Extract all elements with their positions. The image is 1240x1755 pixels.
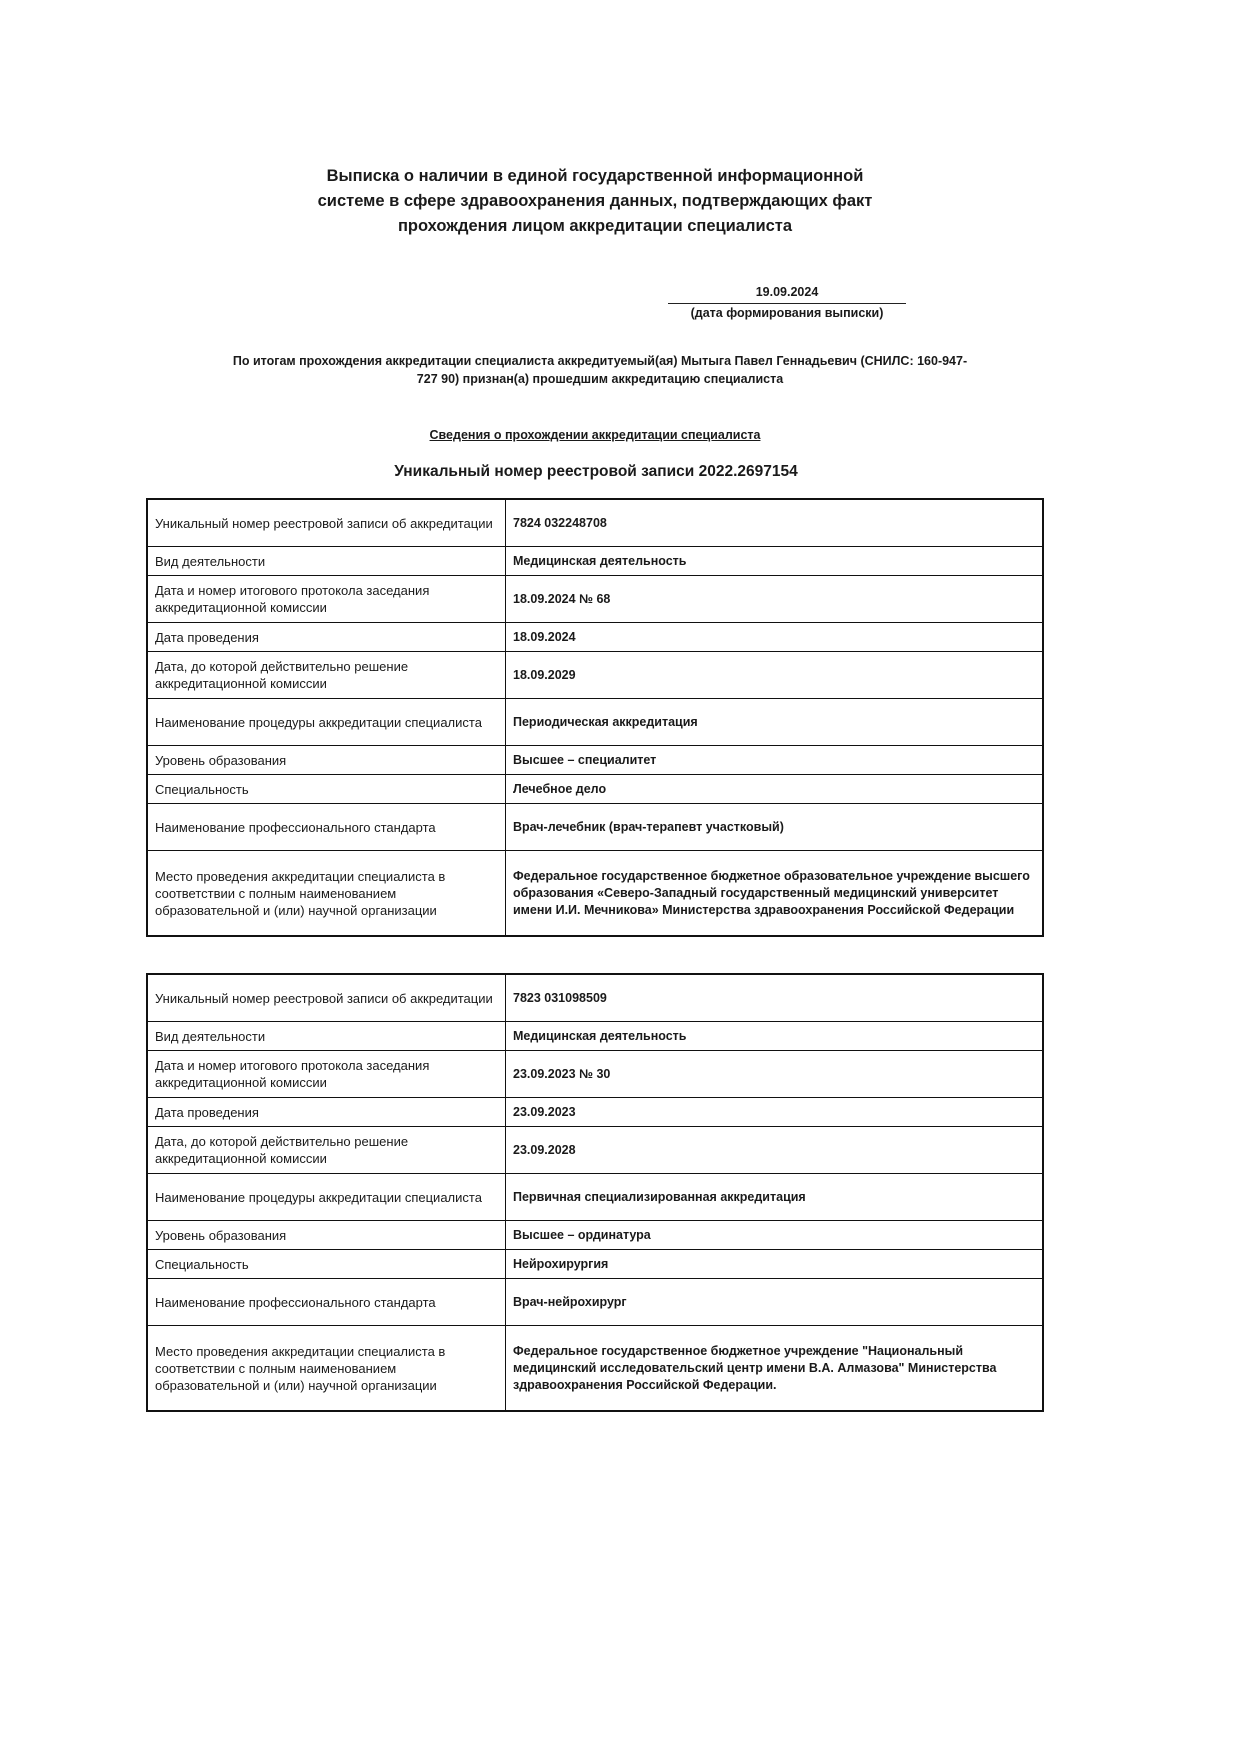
row-value: 7823 031098509	[506, 974, 1044, 1022]
row-label: Наименование профессионального стандарта	[147, 804, 506, 851]
row-value: 18.09.2024 № 68	[506, 576, 1044, 623]
row-value: 18.09.2024	[506, 623, 1044, 652]
row-label: Место проведения аккредитации специалиста в соответствии с полным наименованием образовательной и (или) научной организации	[147, 851, 506, 937]
formation-date: 19.09.2024	[668, 284, 906, 304]
row-label: Наименование профессионального стандарта	[147, 1279, 506, 1326]
row-value: 23.09.2023 № 30	[506, 1051, 1044, 1098]
table-row	[147, 1022, 1043, 1051]
table-row	[147, 623, 1043, 652]
table-row	[147, 1250, 1043, 1279]
row-value: Медицинская деятельность	[506, 1022, 1044, 1051]
accreditation-record-table	[146, 973, 1044, 1412]
table-row	[147, 974, 1043, 1022]
row-label: Дата, до которой действительно решение аккредитационной комиссии	[147, 1127, 506, 1174]
row-label: Специальность	[147, 775, 506, 804]
row-value: 7824 032248708	[506, 499, 1044, 547]
row-label: Наименование процедуры аккредитации специалиста	[147, 1174, 506, 1221]
accreditation-summary	[150, 352, 1050, 388]
row-label: Наименование процедуры аккредитации специалиста	[147, 699, 506, 746]
table-row	[147, 1174, 1043, 1221]
row-label: Вид деятельности	[147, 1022, 506, 1051]
row-label: Уникальный номер реестровой записи об аккредитации	[147, 499, 506, 547]
table-row	[147, 775, 1043, 804]
row-label: Место проведения аккредитации специалиста в соответствии с полным наименованием образовательной и (или) научной организации	[147, 1326, 506, 1412]
table-row	[147, 1221, 1043, 1250]
section-heading: Сведения о прохождении аккредитации специалиста	[429, 428, 761, 442]
table-row	[147, 499, 1043, 547]
row-value: 23.09.2023	[506, 1098, 1044, 1127]
document-title	[240, 164, 950, 239]
title-line: прохождения лицом аккредитации специалиста	[397, 217, 793, 235]
row-value: Лечебное дело	[506, 775, 1044, 804]
accreditation-record-table	[146, 498, 1044, 937]
table-row	[147, 699, 1043, 746]
row-value: Врач-лечебник (врач-терапевт участковый)	[506, 804, 1044, 851]
table-row	[147, 576, 1043, 623]
summary-line: 727 90) признан(а) прошедшим аккредитацию специалиста	[416, 372, 784, 386]
formation-date-caption: (дата формирования выписки)	[690, 306, 884, 320]
row-value: Высшее – специалитет	[506, 746, 1044, 775]
row-label: Уровень образования	[147, 746, 506, 775]
row-value: Врач-нейрохирург	[506, 1279, 1044, 1326]
table-row	[147, 1127, 1043, 1174]
table-row	[147, 804, 1043, 851]
row-label: Дата и номер итогового протокола заседания аккредитационной комиссии	[147, 576, 506, 623]
summary-line: По итогам прохождения аккредитации специалиста аккредитуемый(ая) Мытыга Павел Геннадьевич (СНИЛС: 160-947-	[232, 354, 968, 368]
row-value: Первичная специализированная аккредитация	[506, 1174, 1044, 1221]
row-value: Медицинская деятельность	[506, 547, 1044, 576]
row-label: Дата проведения	[147, 1098, 506, 1127]
row-value: Высшее – ординатура	[506, 1221, 1044, 1250]
title-line: системе в сфере здравоохранения данных, подтверждающих факт	[317, 192, 873, 210]
table-row	[147, 1051, 1043, 1098]
row-label: Дата, до которой действительно решение аккредитационной комиссии	[147, 652, 506, 699]
table-row	[147, 547, 1043, 576]
row-label: Уникальный номер реестровой записи об аккредитации	[147, 974, 506, 1022]
registry-number-heading: Уникальный номер реестровой записи 2022.2697154	[394, 463, 798, 480]
table-row	[147, 851, 1043, 937]
row-label: Дата проведения	[147, 623, 506, 652]
table-row	[147, 652, 1043, 699]
row-value: 18.09.2029	[506, 652, 1044, 699]
row-value: Федеральное государственное бюджетное учреждение "Национальный медицинский исследовательский центр имени В.А. Алмазова" Министерства здравоохранения Российской Федерации.	[506, 1326, 1044, 1412]
row-label: Уровень образования	[147, 1221, 506, 1250]
row-value: 23.09.2028	[506, 1127, 1044, 1174]
row-value: Федеральное государственное бюджетное образовательное учреждение высшего образования «Северо-Западный государственный медицинский университет имени И.И. Мечникова» Министерства здравоохранения Российской Федерации	[506, 851, 1044, 937]
row-label: Вид деятельности	[147, 547, 506, 576]
table-row	[147, 1279, 1043, 1326]
table-row	[147, 1098, 1043, 1127]
table-row	[147, 746, 1043, 775]
row-label: Специальность	[147, 1250, 506, 1279]
row-label: Дата и номер итогового протокола заседания аккредитационной комиссии	[147, 1051, 506, 1098]
title-line: Выписка о наличии в единой государственной информационной	[326, 167, 864, 185]
formation-date-block	[668, 284, 906, 322]
table-row	[147, 1326, 1043, 1412]
row-value: Периодическая аккредитация	[506, 699, 1044, 746]
row-value: Нейрохирургия	[506, 1250, 1044, 1279]
